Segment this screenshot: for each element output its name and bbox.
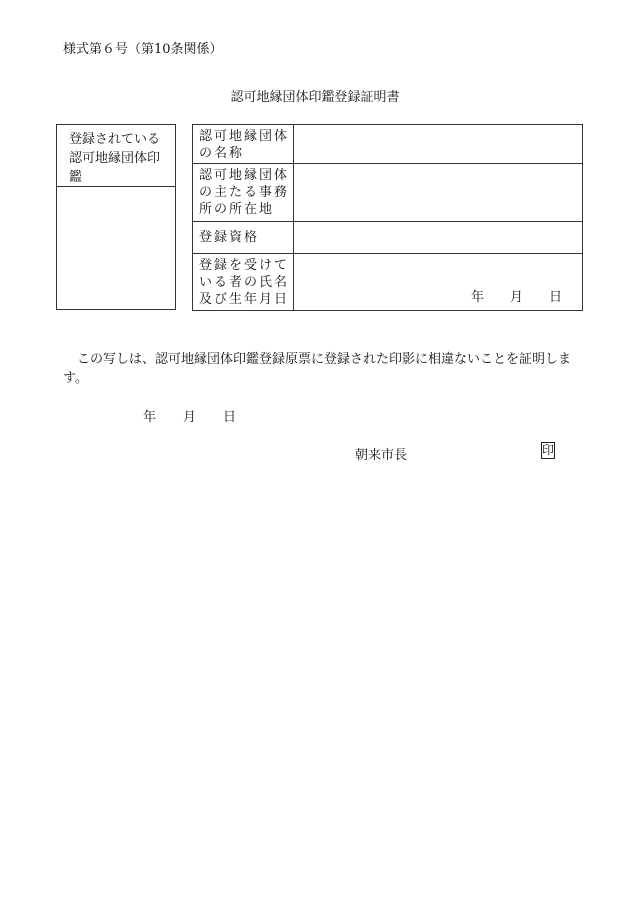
label-line: 登録資格 — [199, 230, 260, 245]
seal-impression-label — [57, 125, 175, 187]
label-line: の主たる事務 — [199, 185, 290, 200]
birth-month-unit: 月 — [509, 290, 523, 305]
row-label — [193, 222, 294, 253]
seal-impression-box — [56, 124, 176, 310]
row-label — [193, 125, 294, 163]
row-main-office-address — [193, 164, 582, 222]
issue-year-unit: 年 — [143, 410, 157, 425]
registration-info-table — [192, 124, 583, 311]
label-line: の名称 — [199, 146, 245, 161]
birth-year-unit: 年 — [470, 290, 484, 305]
birth-day-unit: 日 — [548, 290, 562, 305]
label-line: 認可地縁団体 — [199, 168, 290, 183]
issue-day-unit: 日 — [223, 410, 237, 425]
label-line: 及び生年月日 — [199, 292, 290, 307]
row-registration-qualification — [193, 222, 582, 254]
label-line: いる者の氏名 — [199, 275, 290, 290]
registration-qualification-value — [294, 222, 582, 253]
seal-label-line: 認可地縁団体印 — [69, 151, 161, 166]
label-line: 登録を受けて — [199, 258, 290, 273]
organization-name-value — [294, 125, 582, 163]
row-label — [193, 254, 294, 310]
issue-date — [143, 406, 263, 425]
official-seal-mark: 印 — [542, 443, 555, 457]
main-office-address-value — [294, 164, 582, 221]
seal-label-line: 登録されている — [69, 132, 161, 147]
form-number: 様式第６号（第10条関係） — [63, 42, 223, 57]
row-organization-name — [193, 125, 582, 164]
label-line: 所の所在地 — [199, 202, 275, 217]
mayor-title: 朝来市長 — [355, 448, 408, 463]
issue-month-unit: 月 — [183, 410, 197, 425]
label-line: 認可地縁団体 — [199, 129, 290, 144]
row-registrant-name-birthdate — [193, 254, 582, 310]
document-title: 認可地縁団体印鑑登録証明書 — [230, 90, 400, 105]
seal-label-line: 鑑 — [69, 170, 83, 185]
certification-statement: この写しは、認可地縁団体印鑑登録原票に登録された印影に相違ないことを証明します。 — [63, 352, 572, 386]
registrant-name-value — [294, 254, 582, 310]
row-label — [193, 164, 294, 221]
seal-impression-area — [57, 187, 175, 309]
birth-date-units — [471, 286, 562, 305]
